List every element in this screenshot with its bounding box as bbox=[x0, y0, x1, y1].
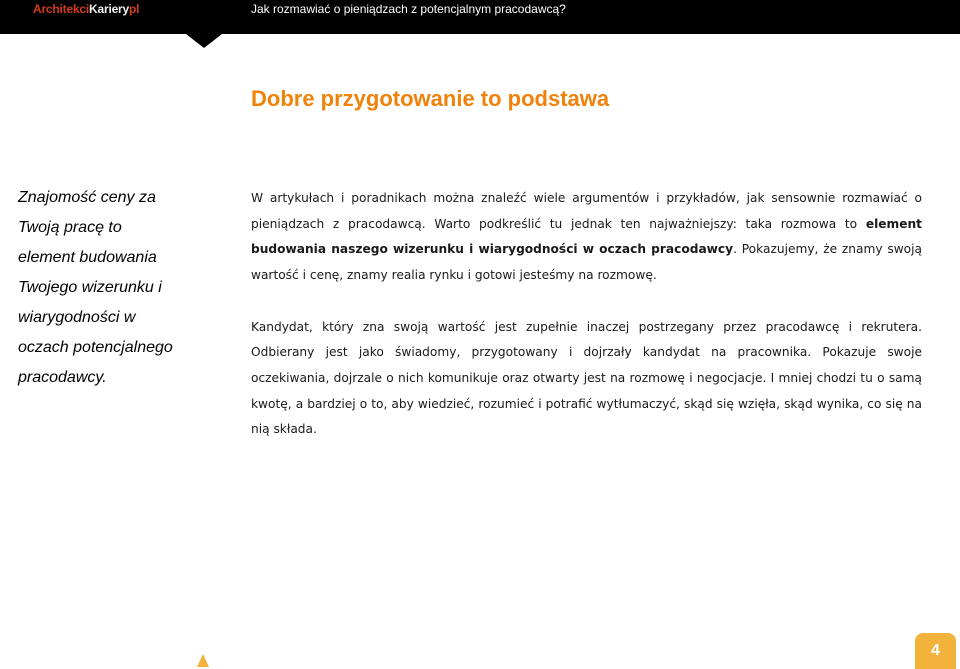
header-notch-shape bbox=[186, 34, 222, 48]
logo[interactable] bbox=[33, 2, 139, 16]
side-quote-line: pracodawcy. bbox=[18, 369, 107, 386]
header-divider bbox=[0, 34, 960, 49]
side-quote bbox=[18, 183, 188, 393]
side-quote-line: Twojego wizerunku i bbox=[18, 279, 162, 296]
logo-part-2: Kariery bbox=[89, 2, 129, 16]
side-quote-line: Twoją pracę to bbox=[18, 219, 122, 236]
side-quote-line: wiarygodności w bbox=[18, 309, 136, 326]
page-number-badge: 4 bbox=[915, 633, 956, 669]
presentation-title: Jak rozmawiać o pieniądzach z potencjalnym pracodawcą? bbox=[251, 2, 566, 16]
side-quote-line: Znajomość ceny za bbox=[18, 189, 156, 206]
body-text bbox=[251, 186, 922, 443]
paragraph-1-text-b: . Pokazujemy, że znamy swoją wartość i cenę, znamy realia rynku i gotowi jesteśmy na rozmowę. bbox=[251, 242, 922, 283]
logo-box bbox=[0, 0, 215, 22]
side-quote-line: oczach potencjalnego bbox=[18, 339, 173, 356]
logo-part-1: Architekci bbox=[33, 2, 90, 16]
paragraph-1-emphasis: element budowania naszego wizerunku i wiarygodności w oczach pracodawcy bbox=[251, 216, 922, 257]
footer-triangle-shape bbox=[197, 654, 209, 667]
side-quote-line: element budowania bbox=[18, 249, 157, 266]
slide-title: Dobre przygotowanie to podstawa bbox=[251, 86, 610, 111]
paragraph-2: Kandydat, który zna swoją wartość jest zupełnie inaczej postrzegany przez pracodawcę i rekrutera. Odbierany jest jako świadomy, przygotowany i dojrzały kandydat na pracownika. Pokazuje swoje oczekiwania, dojrzale o nich komunikuje oraz otwarty jest na rozmowę i negocjacje. I mniej chodzi tu o samą kwotę, a bardziej o to, aby wiedzieć, rozumieć i potrafić wytłumaczyć, skąd się wzięła, skąd wynika, co się na nią składa. bbox=[251, 319, 922, 437]
logo-part-3: pl bbox=[129, 2, 140, 16]
paragraph-1 bbox=[251, 186, 922, 289]
paragraph-1-text-a: W artykułach i poradnikach można znaleźć wiele argumentów i przykładów, jak sensownie rozmawiać o pieniądzach z pracodawcą. Warto podkreślić tu jednak ten najważniejszy: taka rozmowa to bbox=[251, 191, 922, 231]
